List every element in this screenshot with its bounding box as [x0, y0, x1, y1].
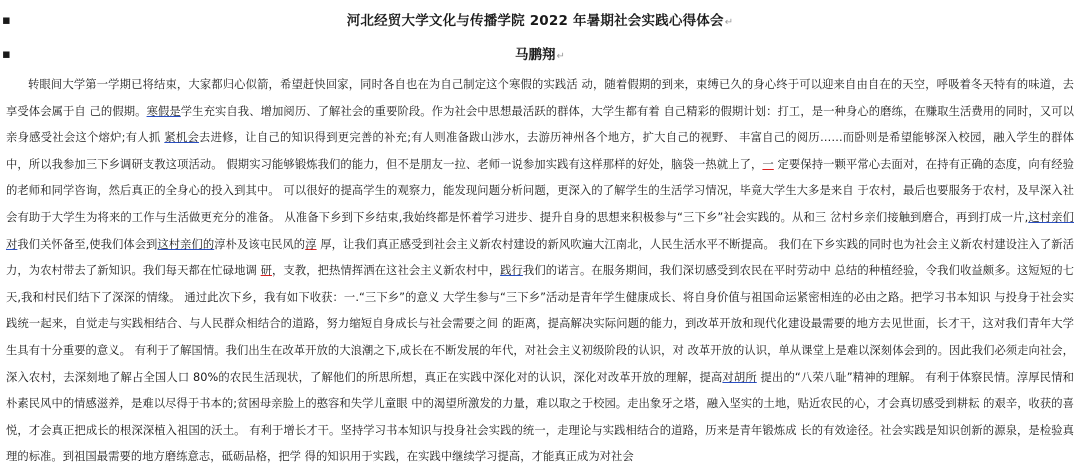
paragraph-mark-icon: ↵ [724, 17, 734, 28]
title-text: 河北经贸大学文化与传播学院 2022 年暑期社会实践心得体会 [346, 13, 724, 29]
body-text-run: 提出的“八荣八耻”精神的理解。 有利于体察民情。淳厚民情和朴素民风中的情感滋养，是难以尽得于书本的;贫困母亲脸上的憨容和失学儿童眼 中的渴望所激发的力量，难以取之于校园。走出象牙之塔，融入坚实的土地，贴近农民的心，才会真切感受到耕耘 的艰辛，收获的喜悦，才会真正把成长的根深深植入祖国的沃土。 有利于增长才干。坚持学习书本知识与投身社会实践的统一，走理论与实践相结合的道路，历来是青年锻炼成 长的有效途径。社会实践是知识创新的源泉，是检验真理的标准。到祖国最需要的地方磨练意志，砥砺品格，把学 得的知识用于实践，在实践中继续学习提高，才能真正成为对社会 [6, 370, 1075, 464]
underlined-text: 一 [762, 157, 774, 171]
body-text-run: “三下乡”的意义 大学生参与“三下乡”活动是青年学生健康成长、将自身价值与祖国命运紧密相连的必由之路。把学习书本知识 与投身于社会实践统一起来，自觉走与实践相结合、与人民群众相结合的道路，努力缩短自身成长与社会需要之间 的距离，提高解决实际问题的能力，到改革开放和现代化建设最需要的地方去见世面，长才干，这对我们青年大学 生具有十分重要的意义。 有利于了解国情。我们出生在改革开放的大浪潮之下,成长在不断发展的年代，对社会主义初级阶段的认识，对 改革开放的认识，单从课堂上是难以深刻体会到的。因此我们必须走向社会，深入农村，去深刻地了解占全国人口 80%的农民生活现状，了解他们的所思所想，真正在实践中深化对的认识，深化对改革开放的理解，提高 [6, 290, 1074, 384]
paragraph-mark-icon: ↵ [556, 51, 565, 62]
document-author[interactable] [0, 43, 1080, 63]
body-text-run: 转眼间大学第一学期已将结束，大家都归心似箭，希望赶快回家，同时各自也在为自己制定这个寒假的实践活 动，随着假期的到来，束缚已久的身心终于可以迎来自由自在的天空，呼吸着冬天特有的味道，去享受体会属于自 己的假期。 [6, 78, 1074, 118]
underlined-text: 践行 [500, 264, 523, 278]
body-text-run: 定要保持一颗平常心去面对，在持有正确的态度，向有经验的老师和同学咨询，然后真正的全身心的投入到其中。 可以很好的提高学生的观察力，能发现问题分析问题，更深入的了解学生的生活学习情况，毕竟大学生大多是来自 于农村，最后也要服务于农村，及早深入社会有助于大学生为将来的工作与生活做更充分的准备。 从准备下乡到下乡结束,我始终都是怀着学习进步、提升自身的思想来积极参与“三下乡”社会实践的。从和三 岔村乡亲们接触到磨合，再到打成一片, [6, 157, 1074, 224]
body-text-run: 厚，让我们真正感受到社会主义新农村建设的新风吹遍大江南北，人民生活水平不断提高。 我们在下乡实践的同时也为社会主义新农村建设注入了新活力，为农村带去了新知识。我们每天都在忙碌地调 [6, 237, 1074, 278]
underlined-text: 寒假是 [146, 104, 181, 118]
body-text-run: ，支教，把热情挥洒在这社会主义新农村中， [272, 264, 501, 278]
underlined-text: 对胡所 [722, 370, 757, 384]
paragraph-bullet: ▪ [2, 13, 11, 28]
body-text-run: 学生充实自我、增加阅历、了解社会的重要阶段。作为社会中思想最活跃的群体，大学生都有着 自己精彩的假期计划：打工，是一种身心的磨练，在赚取生活费用的同时，又可以亲身感受社会这个熔炉;有人抓 [6, 104, 1074, 145]
underlined-text: 研 [260, 264, 273, 278]
paragraph-bullet: ▪ [2, 47, 11, 62]
document-title[interactable] [0, 9, 1080, 29]
underlined-text: 这村亲们的 [157, 237, 215, 251]
underlined-text: 这村亲们对 [6, 210, 1074, 251]
body-text-run: 淳朴及该屯民风的 [214, 237, 306, 251]
body-text-run: 我们关怀备至,使我们体会到 [17, 237, 158, 251]
body-text-run: 我们的诺言。在服务期间，我们深切感受到农民在平时劳动中 总结的种植经验，令我们收益颇多。这短短的七天,我和村民们结下了深深的情缘。 通过此次下乡，我有如下收获：一. [6, 264, 1074, 304]
document-body[interactable] [6, 72, 1074, 471]
author-text: 马鹏翔 [515, 47, 556, 63]
body-text-run: 去进修，让自己的知识得到更完善的补充;有人则准备跋山涉水，去游历神州各个地方，扩大自己的视野、 丰富自己的阅历……而卧则是希望能够深入校园，融入学生的群体中，所以我参加三下乡调研支教这项活动。 假期实习能够锻炼我们的能力，但不是朋友一拉、老师一说参加实践有这样那样的好处，脑袋一热就上了， [6, 131, 1074, 171]
underlined-text: 紧机会 [164, 131, 200, 145]
underlined-text: 淳 [305, 237, 317, 251]
